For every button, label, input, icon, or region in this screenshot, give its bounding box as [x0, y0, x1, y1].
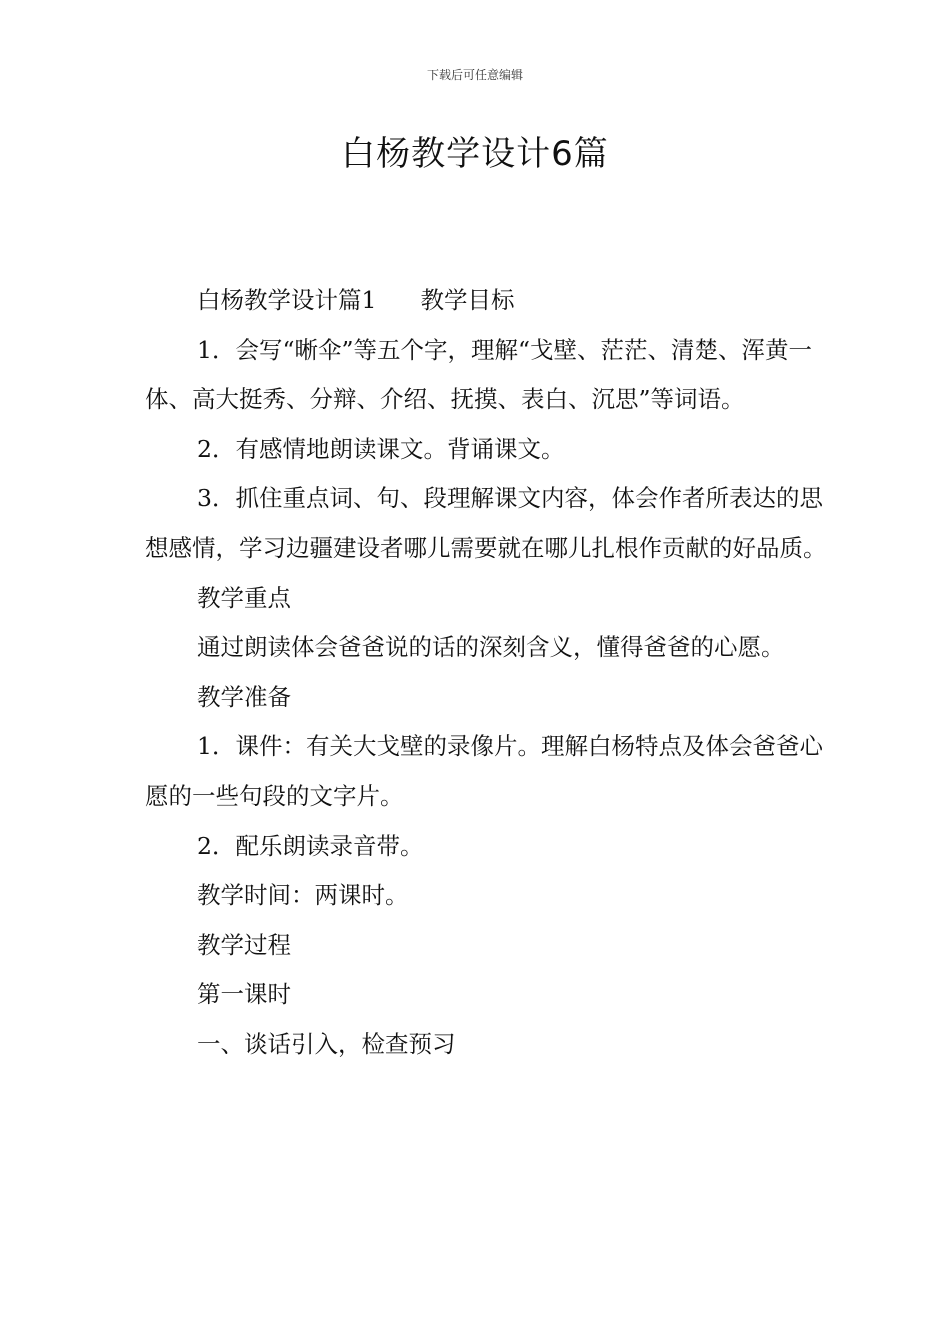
paragraph-teaching-time: 教学时间：两课时。 [197, 881, 409, 910]
paragraph-objective-2: 2．有感情地朗读课文。背诵课文。 [197, 434, 565, 463]
paragraph-objective-1: 1．会写“晰伞”等五个字，理解“戈壁、茫茫、清楚、浑黄一体、高大挺秀、分辩、介绍、抚摸、表白、沉思”等词语。 [145, 335, 812, 414]
section-title: 白杨教学设计篇1 [197, 286, 377, 314]
subsection-title: 教学目标 [420, 286, 515, 314]
paragraph-objective-3: 3．抓住重点词、句、段理解课文内容，体会作者所表达的思想感情，学习边疆建设者哪儿需要就在哪儿扎根作贡献的好品质。 [145, 484, 827, 562]
paragraph-preparation-2: 2．配乐朗读录音带。 [197, 831, 424, 860]
heading-preparation: 教学准备 [197, 682, 291, 711]
page-header-note: 下载后可任意编辑 [426, 68, 523, 82]
heading-first-lesson: 第一课时 [197, 980, 291, 1009]
paragraph-preparation-1: 1．课件：有关大戈壁的录像片。理解白杨特点及体会爸爸心愿的一些句段的文字片。 [145, 732, 823, 810]
heading-teaching-process: 教学过程 [197, 930, 291, 959]
document-title: 白杨教学设计6篇 [341, 134, 609, 174]
paragraph-heading-line [145, 276, 835, 326]
heading-key-points: 教学重点 [197, 583, 291, 612]
heading-step-one: 一、谈话引入，检查预习 [197, 1029, 456, 1058]
paragraph-key-points: 通过朗读体会爸爸说的话的深刻含义，懂得爸爸的心愿。 [197, 633, 785, 662]
document-body [145, 276, 835, 1070]
